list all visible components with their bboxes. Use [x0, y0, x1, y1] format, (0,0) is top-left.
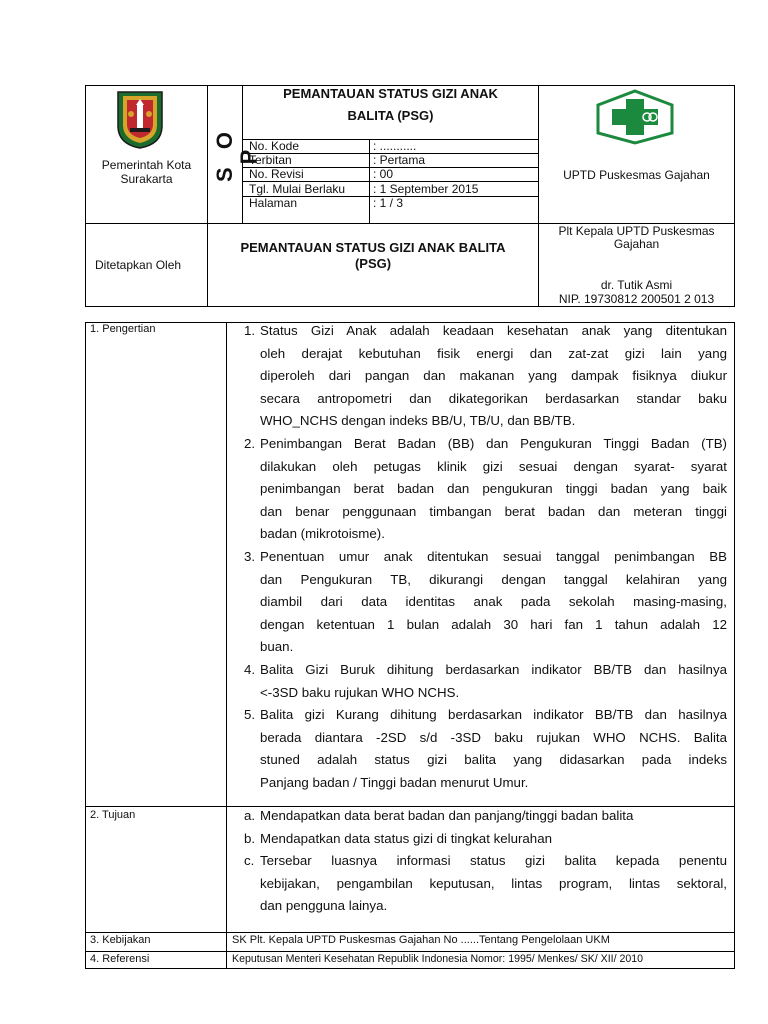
- doc-title-full-line1: PEMANTAUAN STATUS GIZI ANAK BALITA: [240, 240, 506, 255]
- list-item-line: stuned adalah status gizi balita yang didasarkan pada indeks: [260, 752, 727, 768]
- referensi-text: Keputusan Menteri Kesehatan Republik Indonesia Nomor: 1995/ Menkes/ SK/ XII/ 2010: [232, 953, 644, 965]
- meta-tgl-label: Tgl. Mulai Berlaku: [249, 182, 346, 196]
- list-item-line: secara antropometri dan dikategorikan berdasarkan standar baku: [260, 390, 727, 406]
- meta-terbitan-value: : Pertama: [373, 153, 426, 167]
- list-item-line: Penentuan umur anak ditentukan sesuai tanggal penimbangan BB: [260, 549, 727, 564]
- sop-label: [212, 118, 261, 190]
- list-item-line: kebijakan, pengambilan keputusan, lintas program, lintas sektoral,: [260, 875, 727, 891]
- list-item-line: Balita gizi Kurang dihitung berdasarkan indikator BB/TB dan hasilnya: [260, 707, 727, 723]
- list-item-number: 1.: [244, 323, 256, 338]
- list-item-number: 5.: [244, 707, 256, 723]
- meta-kode-label: No. Kode: [249, 139, 300, 153]
- list-item-line: Panjang badan / Tinggi badan menurut Umur.: [260, 775, 529, 790]
- signer-title-line2: Gajahan: [613, 237, 660, 251]
- list-item-number: c.: [244, 853, 255, 869]
- list-item-line: Mendapatkan data berat badan dan panjang/tinggi badan balita: [260, 808, 634, 823]
- list-item-line: diambil dari data identitas anak pada sekolah masing-masing,: [260, 594, 727, 610]
- list-item-line: dilakukan oleh petugas klinik gizi sesuai dengan syarat- syarat: [260, 458, 727, 474]
- ditetapkan-label: Ditetapkan Oleh: [95, 258, 182, 272]
- kebijakan-text: SK Plt. Kepala UPTD Puskesmas Gajahan No ......Tentang Pengelolaan UKM: [232, 934, 610, 946]
- list-item-line: Balita Gizi Buruk dihitung berdasarkan indikator BB/TB dan hasilnya: [260, 662, 727, 677]
- meta-tgl-value: : 1 September 2015: [373, 182, 479, 196]
- meta-revisi-value: : 00: [373, 167, 394, 181]
- doc-title-line1: PEMANTAUAN STATUS GIZI ANAK: [283, 86, 498, 101]
- city-name: Pemerintah Kota Surakarta: [101, 158, 192, 186]
- list-item-line: dan Pengukuran TB, dikurangi dengan tanggal kelahiran yang: [260, 571, 727, 587]
- list-item-line: badan (mikrotoisme).: [260, 526, 385, 542]
- list-item-line: dengan ketentuan 1 bulan adalah 30 hari fan 1 tahun adalah 12: [260, 616, 727, 632]
- list-item-number: 2.: [244, 436, 256, 451]
- meta-halaman-value: : 1 / 3: [373, 196, 404, 210]
- list-item-line: penimbangan berat badan dan pengukuran tinggi badan yang baik: [260, 481, 727, 497]
- sop-letter-s: S: [212, 161, 237, 182]
- section-label-pengertian: 1. Pengertian: [90, 323, 156, 335]
- org-name: UPTD Puskesmas Gajahan: [563, 168, 710, 182]
- list-item-line: buan.: [260, 639, 294, 655]
- doc-title-full-line2: (PSG): [354, 256, 392, 271]
- doc-title-line2: BALITA (PSG): [347, 108, 434, 123]
- puskesmas-logo: [596, 89, 674, 145]
- list-item-line: WHO_NCHS dengan indeks BB/U, TB/U, dan BB/TB.: [260, 413, 576, 429]
- sop-letter-p: P: [236, 143, 261, 165]
- list-item-line: <-3SD baku rujukan WHO NCHS.: [260, 684, 460, 700]
- list-item-number: a.: [244, 808, 256, 823]
- list-item-line: Mendapatkan data status gizi di tingkat kelurahan: [260, 830, 552, 846]
- list-item-line: dan pengguna lainya.: [260, 898, 388, 914]
- list-item-line: diperoleh dari pangan dan makanan yang dampak fisiknya diukur: [260, 368, 727, 384]
- list-item-line: Tersebar luasnya informasi status gizi balita kepada penentu: [260, 853, 727, 869]
- list-item-line: Status Gizi Anak adalah keadaan kesehatan anak yang ditentukan: [260, 323, 727, 338]
- city-logo: [114, 88, 166, 150]
- meta-revisi-label: No. Revisi: [249, 167, 304, 181]
- signer-title-line1: Plt Kepala UPTD Puskesmas: [558, 224, 715, 238]
- list-item-number: 4.: [244, 662, 256, 677]
- list-item-number: b.: [244, 830, 256, 846]
- list-item-line: berada diantara -2SD s/d -3SD baku rujukan WHO NCHS. Balita: [260, 729, 727, 745]
- list-item-line: dan benar penggunaan timbangan berat badan dan meteran tinggi: [260, 503, 727, 519]
- meta-halaman-label: Halaman: [249, 196, 298, 210]
- section-label-referensi: 4. Referensi: [90, 953, 150, 965]
- signer-nip: NIP. 19730812 200501 2 013: [558, 292, 715, 306]
- meta-terbitan-label: Terbitan: [249, 153, 292, 167]
- section-label-tujuan: 2. Tujuan: [90, 809, 136, 821]
- list-item-line: oleh derajat kebutuhan fisik energi dan zat-zat gizi lain yang: [260, 345, 727, 361]
- meta-kode-value: : ...........: [373, 139, 417, 153]
- section-label-kebijakan: 3. Kebijakan: [90, 934, 151, 946]
- list-item-number: 3.: [244, 549, 256, 564]
- sop-letter-o: O: [212, 126, 237, 150]
- signer-name: dr. Tutik Asmi: [600, 278, 673, 292]
- list-item-line: Penimbangan Berat Badan (BB) dan Pengukuran Tinggi Badan (TB): [260, 436, 727, 451]
